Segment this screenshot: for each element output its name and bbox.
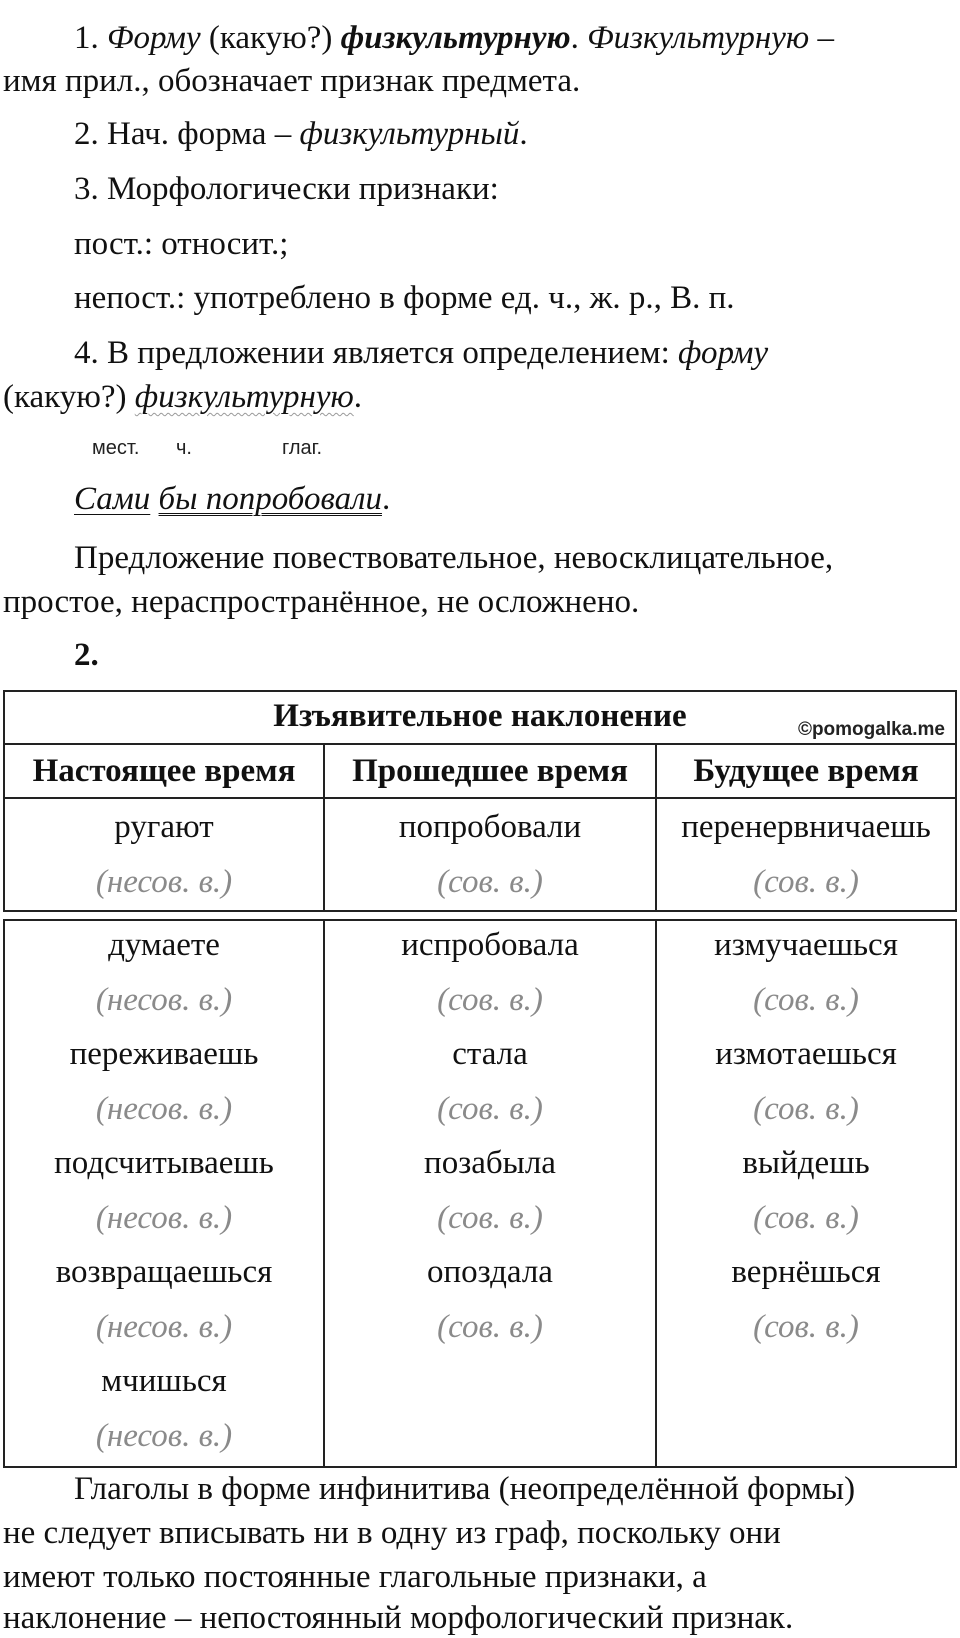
table-cell-aspect: (несов. в.) (95, 864, 233, 900)
sentence-subject: Сами (74, 481, 151, 517)
table-cell-word: мчишься (101, 1363, 227, 1399)
table-cell-aspect: (сов. в.) (753, 1091, 859, 1127)
item4-dot: . (353, 379, 363, 415)
table-cell-word: переживаешь (69, 1036, 259, 1072)
table-cell-word: думаете (108, 927, 220, 963)
note-line1: Глаголы в форме инфинитива (неопределённой формы) (74, 1471, 856, 1507)
table-cell-word: ругают (114, 809, 214, 845)
sentence-predicate: бы попробовали (158, 481, 382, 517)
table-header-row (5, 745, 955, 799)
table-cell-aspect: (сов. в.) (437, 1309, 543, 1345)
table-cell-aspect: (сов. в.) (753, 1200, 859, 1236)
item1-word-bold: физкультурную (340, 20, 571, 56)
table-cell-word: опоздала (427, 1254, 553, 1290)
table-cell-aspect: (сов. в.) (753, 982, 859, 1018)
table-cell-aspect: (несов. в.) (95, 982, 233, 1018)
header-future: Будущее время (693, 753, 919, 789)
item4-line2 (3, 377, 362, 417)
note-line2: не следует вписывать ни в одну из граф, поскольку они (3, 1515, 781, 1551)
parse-label-ch: ч. (176, 437, 192, 459)
item4-prefix: 4. В предложении является определением: (74, 335, 670, 371)
table-cell-word: испробовала (401, 927, 579, 963)
item3-nonconst: непост.: употреблено в форме ед. ч., ж. р., В. п. (74, 280, 735, 316)
task2-number: 2. (74, 637, 99, 673)
item4-word-form: форму (678, 335, 769, 371)
table-cell-aspect: (несов. в.) (95, 1091, 233, 1127)
parse-label-mest: мест. (92, 437, 140, 459)
item1-line2: имя прил., обозначает признак предмета. (3, 63, 581, 99)
sentence-desc-line1: Предложение повествовательное, невосклицательное, (74, 540, 834, 576)
table-cell-aspect: (сов. в.) (437, 982, 543, 1018)
note-line4: наклонение – непостоянный морфологический признак. (3, 1600, 794, 1636)
table-cell-aspect: (несов. в.) (95, 1200, 233, 1236)
item2-dot: . (519, 116, 528, 152)
table-cell-word: измучаешься (714, 927, 898, 963)
item1-number: 1. (74, 20, 99, 56)
table-cell-aspect: (сов. в.) (437, 864, 543, 900)
header-present: Настоящее время (32, 753, 296, 789)
table-cell-word: подсчитываешь (54, 1145, 274, 1181)
table-cell-word: перенервничаешь (681, 809, 931, 845)
table-title-row (5, 692, 955, 745)
table-title: Изъявительное наклонение (273, 698, 687, 734)
item1-word-form: Форму (107, 20, 201, 56)
item1-question: (какую?) (208, 20, 333, 56)
verbs-table-header (3, 690, 957, 912)
item3-const: пост.: относит.; (74, 226, 289, 262)
sentence (74, 479, 390, 519)
item2-prefix: 2. Нач. форма – (74, 116, 292, 152)
table-cell-word: попробовали (398, 809, 582, 845)
table-cell-aspect: (несов. в.) (95, 1418, 233, 1454)
item2-line (74, 114, 528, 154)
table-cell-word: измотаешься (715, 1036, 897, 1072)
item2-word: физкультурный (299, 116, 520, 152)
item1-dot: . (570, 20, 579, 56)
item4-line1 (74, 333, 768, 373)
watermark: ©pomogalka.me (797, 719, 945, 740)
table-cell-aspect: (несов. в.) (95, 1309, 233, 1345)
note-line3: имеют только постоянные глагольные признаки, а (3, 1559, 707, 1595)
table-cell-aspect: (сов. в.) (437, 1091, 543, 1127)
sentence-desc-line2: простое, нераспространённое, не осложнено. (3, 584, 640, 620)
table-cell-word: стала (452, 1036, 528, 1072)
item1-dash: – (817, 20, 834, 56)
item1-line1 (74, 18, 834, 58)
table-cell-word: позабыла (424, 1145, 556, 1181)
table-cell-word: выйдешь (742, 1145, 870, 1181)
verbs-table-body (3, 919, 957, 1468)
parse-label-glag: глаг. (282, 437, 323, 459)
item1-word-italic: Физкультурную (587, 20, 810, 56)
table-cell-word: возвращаешься (55, 1254, 273, 1290)
item3-title: 3. Морфологически признаки: (74, 171, 499, 207)
table-cell-aspect: (сов. в.) (437, 1200, 543, 1236)
table-cell-aspect: (сов. в.) (753, 864, 859, 900)
header-past: Прошедшее время (352, 753, 628, 789)
item4-question: (какую?) (3, 379, 127, 415)
item4-word: физкультурную (134, 379, 354, 415)
sentence-dot: . (381, 481, 391, 517)
table-cell-word: вернёшься (731, 1254, 881, 1290)
table-cell-aspect: (сов. в.) (753, 1309, 859, 1345)
